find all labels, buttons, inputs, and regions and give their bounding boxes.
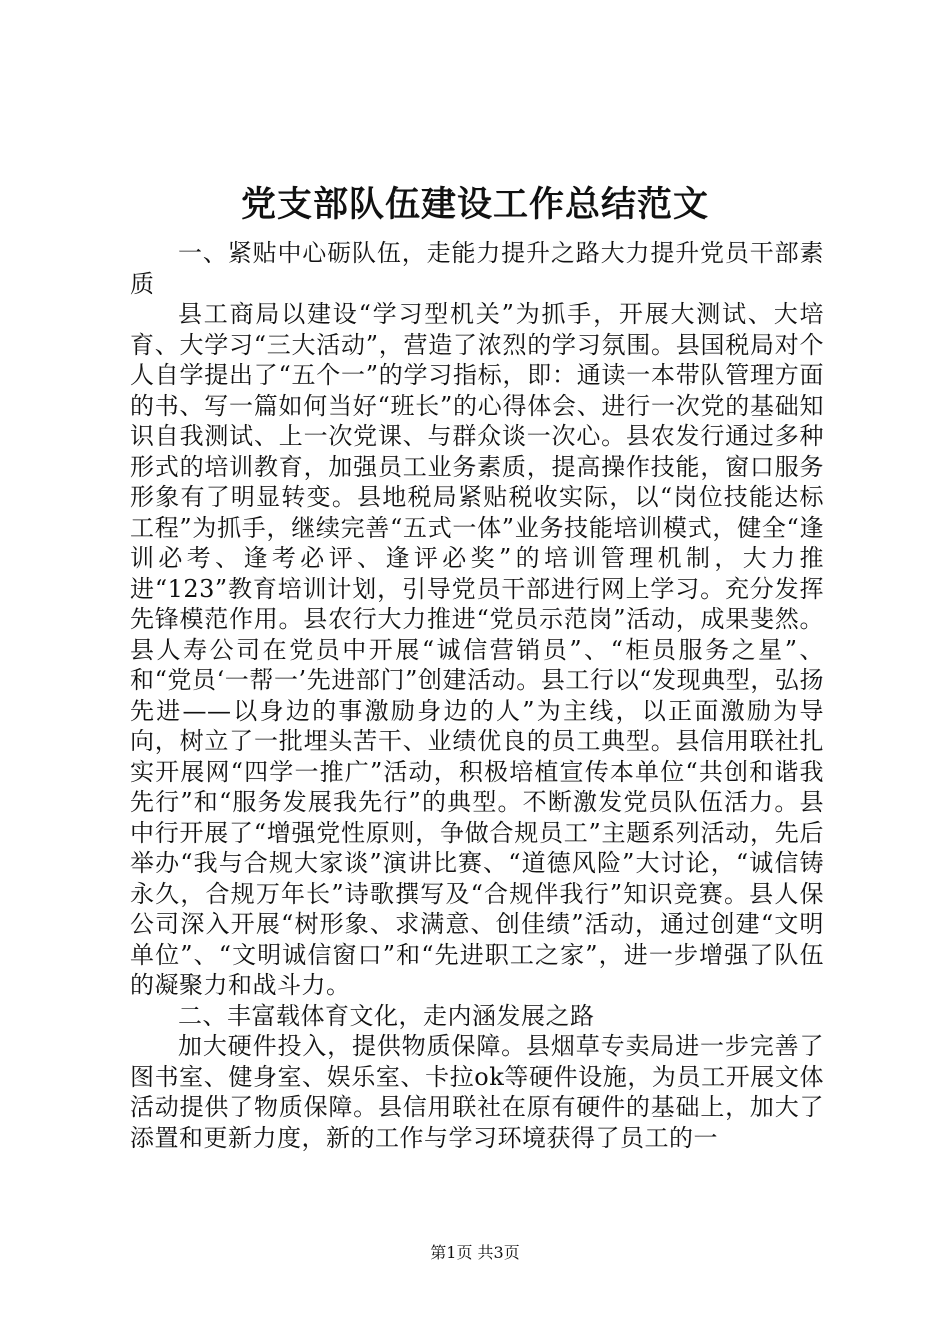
section-heading-2: 二、丰富载体育文化，走内涵发展之路 [178,1001,595,1030]
document-title: 党支部队伍建设工作总结范文 [240,184,709,225]
body-paragraph-1: 县工商局以建设“学习型机关”为抓手，开展大测试、大培育、大学习“三大活动”，营造了浓烈的学习氛围。县国税局对个人自学提出了“五个一”的学习指标，即：通读一本带队管理方面的书、写一篇如何当好“班长”的心得体会、进行一次党的基础知识自我测试、上一次党课、与群众谈一次心。县农发行通过多种形式的培训教育，加强员工业务素质，提高操作技能，窗口服务形象有了明显转变。县地税局紧贴税收实际，以“岗位技能达标工程”为抓手，继续完善“五式一体”业务技能培训模式，健全“逢训必考、逢考必评、逢评必奖”的培训管理机制，大力推进“123”教育培训计划，引导党员干部进行网上学习。充分发挥先锋模范作用。县农行大力推进“党员示范岗”活动，成果斐然。县人寿公司在党员中开展“诚信营销员”、“柜员服务之星”、和“党员‘一帮一’先进部门”创建活动。县工行以“发现典型，弘扬先进——以身边的事激励身边的人”为主线，以正面激励为导向，树立了一批埋头苦干、业绩优良的员工典型。县信用联社扎实开展网“四学一推广”活动，积极培植宣传本单位“共创和谐我先行”和“服务发展我先行”的典型。不断激发党员队伍活力。县中行开展了“增强党性原则，争做合规员工”主题系列活动，先后举办“我与合规大家谈”演讲比赛、“道德风险”大讨论，“诚信铸永久，合规万年长”诗歌撰写及“合规伴我行”知识竞赛。县人保公司深入开展“树形象、求满意、创佳绩”活动，通过创建“文明单位”、“文明诚信窗口”和“先进职工之家”，进一步增强了队伍的凝聚力和战斗力。 [130,300,824,999]
section-heading-1: 一、紧贴中心砺队伍，走能力提升之路大力提升党员干部素质 [130,239,824,298]
document-body [130,238,824,1153]
body-paragraph-2: 加大硬件投入，提供物质保障。县烟草专卖局进一步完善了图书室、健身室、娱乐室、卡拉ok等硬件设施，为员工开展文体活动提供了物质保障。县信用联社在原有硬件的基础上，加大了添置和更新力度，新的工作与学习环境获得了员工的一 [130,1032,824,1152]
page-footer: 第1页 共3页 [430,1243,520,1262]
